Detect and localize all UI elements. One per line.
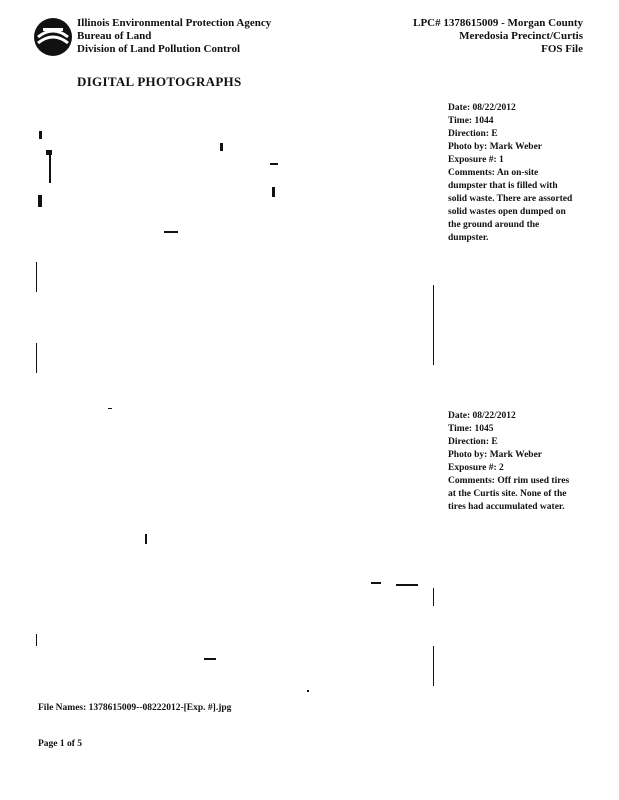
photo-1-details [448, 102, 578, 245]
scan-speck [272, 187, 275, 197]
photo-1-exposure: Exposure #: 1 [448, 155, 504, 165]
site-name: Meredosia Precinct/Curtis [459, 30, 583, 42]
photo-2 [36, 402, 436, 688]
photo-1 [36, 125, 436, 387]
scan-speck [307, 690, 309, 692]
lpc-number: LPC# 1378615009 - Morgan County [413, 17, 583, 29]
bureau-name: Bureau of Land [77, 30, 152, 42]
agency-name: Illinois Environmental Protection Agency [77, 17, 272, 29]
scan-speck [36, 634, 37, 646]
agency-block [77, 17, 271, 56]
scan-speck [145, 534, 147, 544]
photo-2-date: Date: 08/22/2012 [448, 411, 516, 421]
photo-2-details [448, 410, 578, 514]
scan-speck [433, 588, 434, 606]
photo-2-exposure: Exposure #: 2 [448, 463, 504, 473]
photo-1-comments: Comments: An on-site dumpster that is filled with solid waste. There are assorted solid wastes open dumped on the ground around the dumpster. [448, 168, 573, 243]
file-type: FOS File [541, 43, 583, 55]
photo-2-direction: Direction: E [448, 437, 498, 447]
division-name: Division of Land Pollution Control [77, 43, 240, 55]
scan-speck [39, 131, 42, 139]
document-title: DIGITAL PHOTOGRAPHS [77, 74, 242, 89]
scan-speck [36, 343, 37, 373]
scan-speck [396, 584, 418, 586]
scan-speck [204, 658, 216, 660]
photo-2-time: Time: 1045 [448, 424, 494, 434]
page-number: Page 1 of 5 [38, 739, 83, 749]
photo-1-time: Time: 1044 [448, 116, 494, 126]
photo-2-comments: Comments: Off rim used tires at the Curtis site. None of the tires had accumulated water. [448, 476, 570, 512]
file-names-note: File Names: 1378615009--08222012-[Exp. #].jpg [38, 703, 232, 713]
scan-speck [164, 231, 178, 233]
scan-speck [433, 285, 434, 365]
photo-2-photographer: Photo by: Mark Weber [448, 450, 543, 460]
photo-1-date: Date: 08/22/2012 [448, 103, 516, 113]
scan-speck [49, 155, 51, 183]
scan-speck [38, 195, 42, 207]
scan-speck [36, 262, 37, 292]
photo-1-photographer: Photo by: Mark Weber [448, 142, 543, 152]
scan-speck [270, 163, 278, 165]
illinois-epa-logo [33, 17, 73, 57]
photo-1-direction: Direction: E [448, 129, 498, 139]
scan-speck [371, 582, 381, 584]
scan-speck [108, 408, 112, 409]
site-id-block [413, 17, 583, 56]
scan-speck [220, 143, 223, 151]
scan-speck [433, 646, 434, 686]
